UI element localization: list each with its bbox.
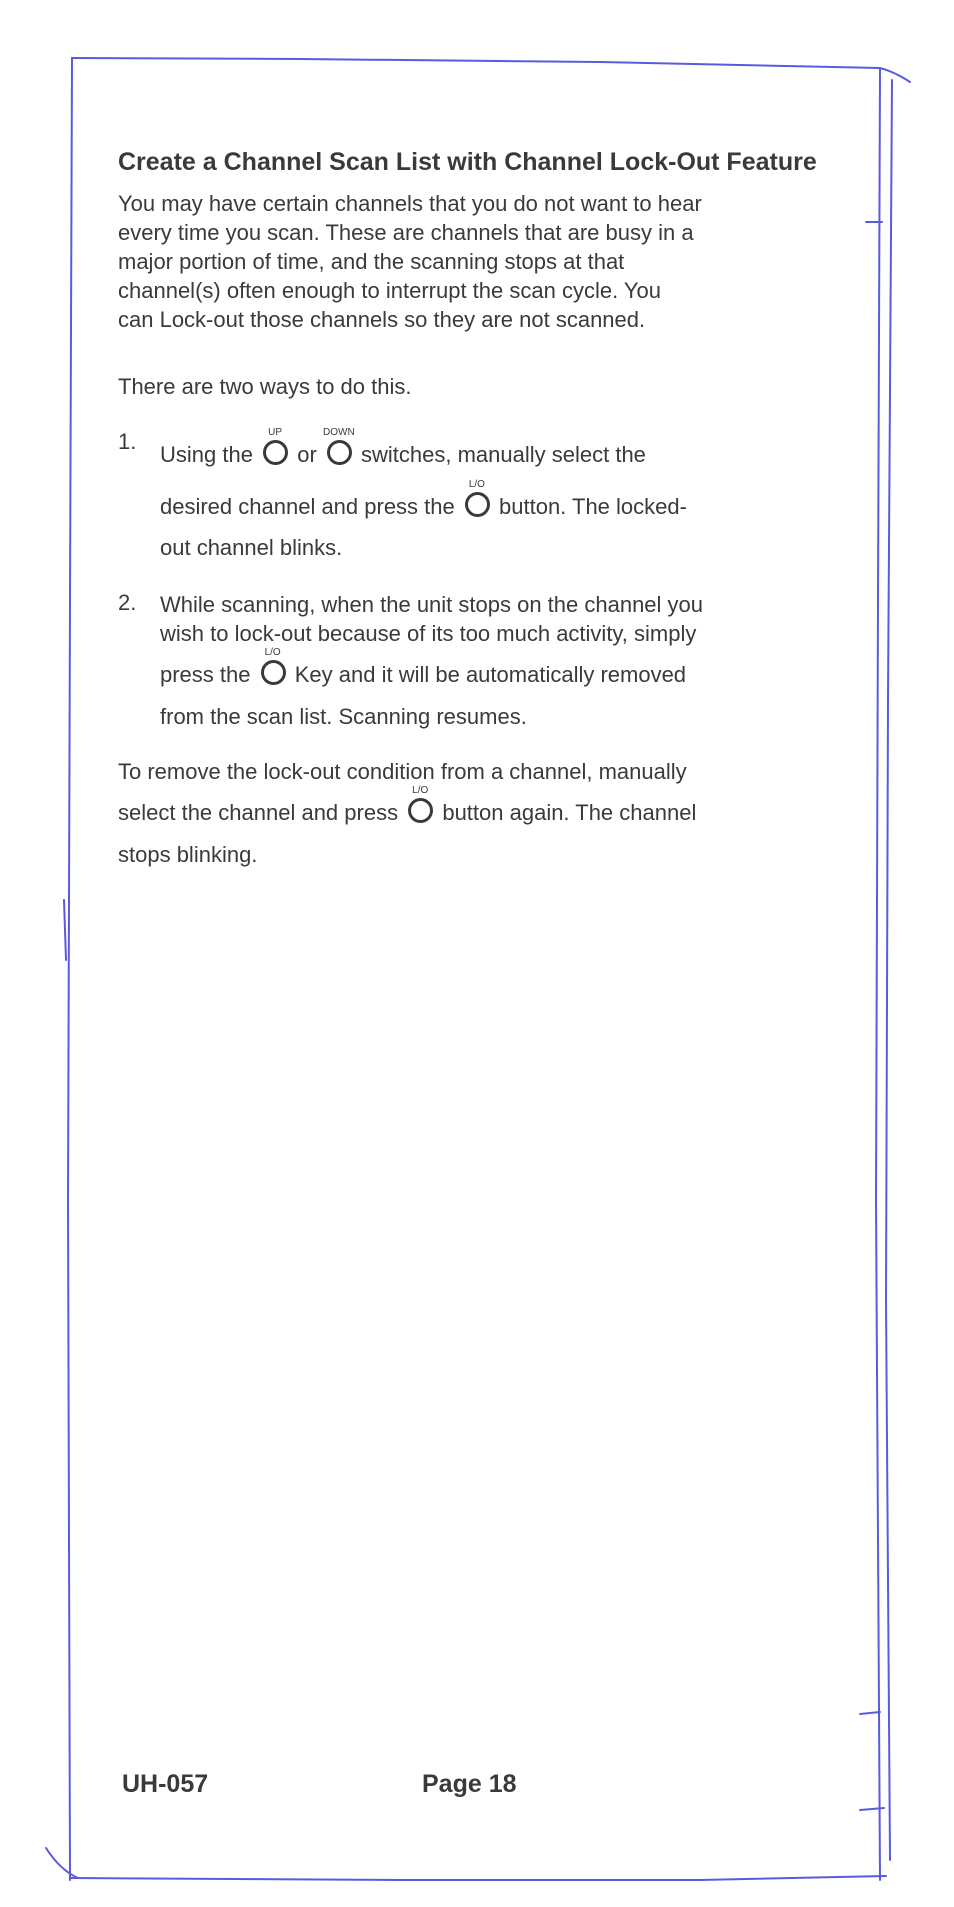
- step-text: desired channel and press the: [160, 494, 455, 519]
- step-text: Using the: [160, 442, 253, 467]
- down-button-icon: [323, 427, 355, 465]
- steps-list: [118, 429, 838, 731]
- up-button-label: UP: [268, 427, 283, 438]
- step-number: 2.: [118, 590, 137, 615]
- step-number: 1.: [118, 429, 137, 454]
- intro-line: major portion of time, and the scanning stops at that: [118, 249, 625, 274]
- step-line: wish to lock-out because of its too much activity, simply: [160, 621, 697, 646]
- up-button-icon: [263, 427, 287, 465]
- lockout-button-label: L/O: [468, 479, 485, 490]
- intro-line: You may have certain channels that you do not want to hear: [118, 191, 702, 216]
- lockout-button-icon: [261, 647, 285, 685]
- remove-line: [118, 786, 838, 840]
- remove-paragraph: [118, 757, 838, 869]
- remove-line: To remove the lock-out condition from a channel, manually: [118, 759, 687, 784]
- lockout-button-icon: [408, 785, 432, 823]
- section-heading: Create a Channel Scan List with Channel Lock-Out Feature: [118, 148, 817, 176]
- list-item: [118, 429, 838, 562]
- lockout-button-icon: [465, 479, 489, 517]
- document-code: UH-057: [122, 1770, 209, 1798]
- step-line: out channel blinks.: [160, 535, 343, 560]
- two-ways-text: There are two ways to do this.: [118, 374, 412, 399]
- step-line: [160, 429, 838, 481]
- step-text: button. The locked-: [499, 494, 687, 519]
- down-button-label: DOWN: [323, 427, 355, 438]
- step-text: switches, manually select the: [361, 442, 646, 467]
- remove-text: select the channel and press: [118, 800, 399, 825]
- step-line: from the scan list. Scanning resumes.: [160, 704, 527, 729]
- remove-text: button again. The channel: [442, 800, 697, 825]
- remove-line: stops blinking.: [118, 842, 258, 867]
- lockout-button-label: L/O: [264, 647, 281, 658]
- step-line: While scanning, when the unit stops on the channel you: [160, 592, 704, 617]
- intro-line: every time you scan. These are channels that are busy in a: [118, 220, 694, 245]
- step-text: Key and it will be automatically removed: [294, 662, 687, 687]
- step-text: press the: [160, 662, 251, 687]
- page-number: Page 18: [422, 1770, 517, 1798]
- page-content: [118, 146, 838, 869]
- intro-line: can Lock-out those channels so they are not scanned.: [118, 307, 646, 332]
- lockout-button-label: L/O: [412, 785, 429, 796]
- step-line: [160, 481, 838, 533]
- intro-line: channel(s) often enough to interrupt the scan cycle. You: [118, 278, 662, 303]
- list-item: [118, 590, 838, 731]
- step-text: or: [297, 442, 317, 467]
- intro-paragraph: [118, 189, 838, 334]
- step-line: [160, 648, 838, 702]
